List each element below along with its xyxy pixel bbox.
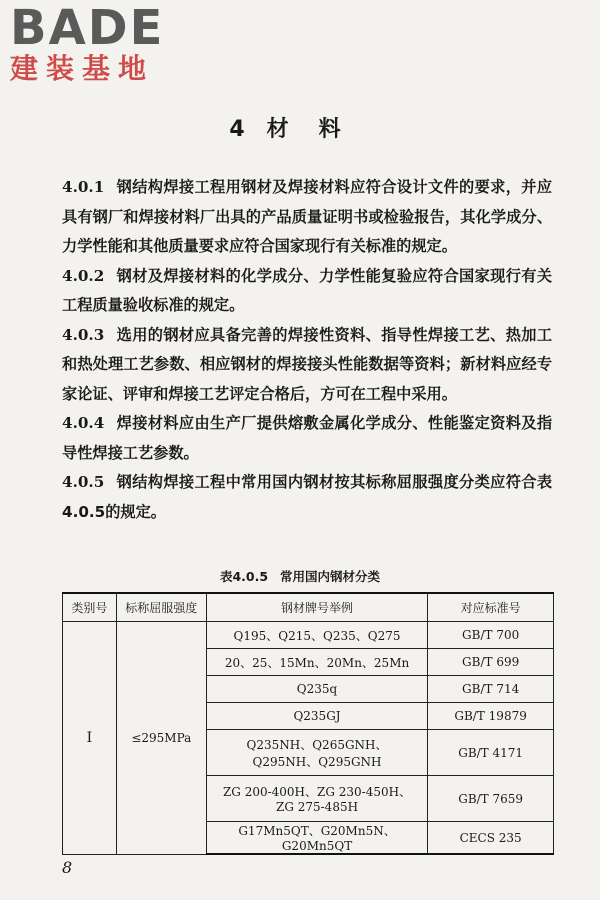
grade-line: Q235NH、Q265GNH、 xyxy=(246,737,388,752)
category-cell: Ⅰ xyxy=(63,622,117,855)
logo-text-cn: 建装基地 xyxy=(10,52,155,85)
grade-cell xyxy=(206,730,428,776)
clause-number: 4.0.2 xyxy=(62,266,105,285)
logo-text-en: BADE xyxy=(10,0,165,56)
header-standard: 对应标准号 xyxy=(428,593,554,622)
standard-cell: CECS 235 xyxy=(428,822,554,855)
grade-line: Q295NH、Q295GNH xyxy=(252,754,382,769)
clause-list xyxy=(62,173,552,527)
clause-4-0-2 xyxy=(62,262,552,321)
clause-4-0-5 xyxy=(62,468,552,527)
grade-cell xyxy=(206,776,428,822)
chapter-number: 4 xyxy=(229,117,245,142)
clause-4-0-4 xyxy=(62,409,552,468)
standard-cell: GB/T 714 xyxy=(428,676,554,703)
grade-line: Q235q xyxy=(296,682,338,696)
grade-line: Q195、Q215、Q235、Q275 xyxy=(233,628,401,643)
table-header-row xyxy=(63,593,554,622)
grade-line: ZG 200-400H、ZG 230-450H、 xyxy=(222,785,412,799)
standard-cell: GB/T 7659 xyxy=(428,776,554,822)
standard-cell: GB/T 4171 xyxy=(428,730,554,776)
grade-cell xyxy=(206,622,428,649)
standard-cell: GB/T 19879 xyxy=(428,703,554,730)
clause-4-0-3 xyxy=(62,321,552,410)
table-caption xyxy=(0,567,600,585)
logo xyxy=(10,0,165,86)
clause-4-0-1 xyxy=(62,173,552,262)
grade-line: 20、25、15Mn、20Mn、25Mn xyxy=(224,655,410,670)
clause-text: 钢材及焊接材料的化学成分、力学性能复验应符合国家现行有关工程质量验收标准的规定。 xyxy=(62,266,552,314)
header-yield-strength: 标称屈服强度 xyxy=(116,593,206,622)
grade-line: ZG 275-485H xyxy=(275,800,359,814)
grade-line: Q235GJ xyxy=(293,709,341,723)
table-number: 表4.0.5 xyxy=(219,569,269,584)
standard-cell: GB/T 699 xyxy=(428,649,554,676)
page-number: 8 xyxy=(62,858,73,877)
header-grade-examples: 钢材牌号举例 xyxy=(206,593,428,622)
clause-number: 4.0.5 xyxy=(62,473,105,491)
clause-text: 钢结构焊接工程用钢材及焊接材料应符合设计文件的要求，并应具有钢厂和焊接材料厂出具的产品质量证明书或检验报告，其化学成分、力学性能和其他质量要求应符合国家现行有关标准的规定。 xyxy=(62,178,552,255)
clause-number: 4.0.3 xyxy=(62,325,105,344)
steel-classification-table xyxy=(62,592,554,855)
clause-number: 4.0.1 xyxy=(62,178,105,196)
grade-cell xyxy=(206,703,428,730)
grade-cell xyxy=(206,822,428,855)
clause-text: 焊接材料应由生产厂提供熔敷金属化学成分、性能鉴定资料及指导性焊接工艺参数。 xyxy=(62,414,552,462)
grade-cell xyxy=(206,676,428,703)
yield-strength-cell: ≤295MPa xyxy=(116,622,206,855)
grade-cell xyxy=(206,649,428,676)
grade-line: G17Mn5QT、G20Mn5N、G20Mn5QT xyxy=(238,824,396,853)
chapter-title: 材料 xyxy=(266,117,371,142)
chapter-heading xyxy=(0,112,600,143)
clause-number: 4.0.4 xyxy=(62,414,105,432)
header-category: 类别号 xyxy=(63,593,117,622)
table-row xyxy=(63,622,554,649)
table-title: 常用国内钢材分类 xyxy=(280,569,381,584)
standard-cell: GB/T 700 xyxy=(428,622,554,649)
clause-text: 钢结构焊接工程中常用国内钢材按其标称屈服强度分类应符合表4.0.5的规定。 xyxy=(62,473,552,521)
clause-text: 选用的钢材应具备完善的焊接性资料、指导性焊接工艺、热加工和热处理工艺参数、相应钢材的焊接接头性能数据等资料；新材料应经专家论证、评审和焊接工艺评定合格后，方可在工程中采用。 xyxy=(62,325,552,403)
